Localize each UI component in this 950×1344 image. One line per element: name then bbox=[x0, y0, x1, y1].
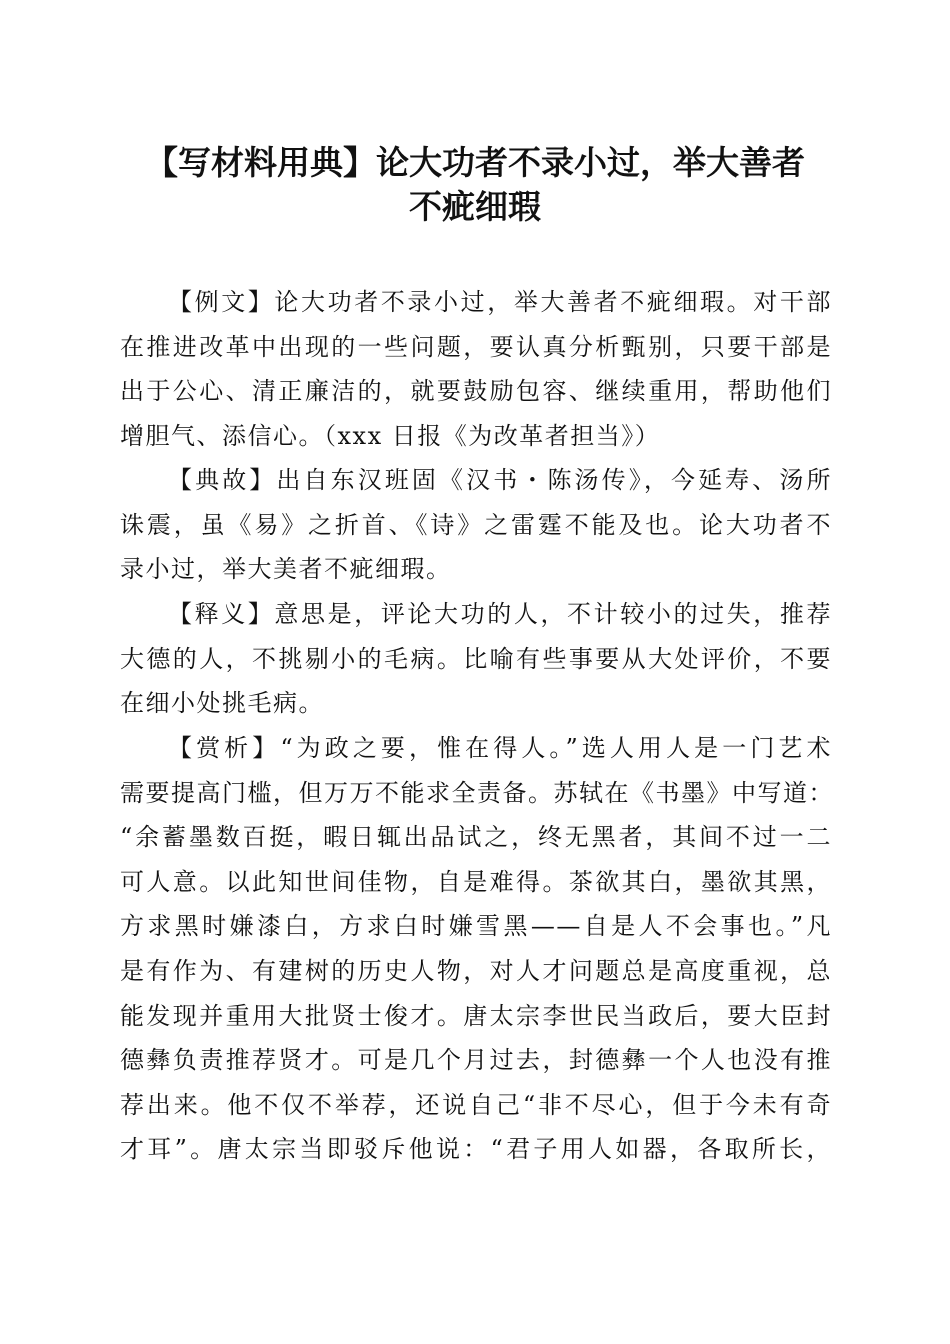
text-line: 德彝负责推荐贤才。可是几个月过去，封德彝一个人也没有推 bbox=[120, 1046, 832, 1075]
paragraph-allusion bbox=[120, 458, 832, 592]
text-line: 【赏析】“为政之要，惟在得人。”选人用人是一门艺术 bbox=[168, 734, 832, 762]
text-line: 出于公心、清正廉洁的，就要鼓励包容、继续重用，帮助他们 bbox=[120, 377, 832, 406]
text-line: 增胆气、添信心。（xxx 日报《为改革者担当》） bbox=[120, 421, 661, 450]
text-line: “余蓄墨数百挺，暇日辄出品试之，终无黑者，其间不过一二 bbox=[120, 823, 832, 852]
paragraph-meaning bbox=[120, 592, 832, 726]
text-line: 在细小处挑毛病。 bbox=[120, 689, 324, 718]
document-title-line-1: 【写材料用典】论大功者不录小过，举大善者 bbox=[145, 143, 805, 182]
text-line: 方求黑时嫌漆白，方求白时嫌雪黑——自是人不会事也。”凡 bbox=[120, 912, 832, 941]
text-line: 【典故】出自东汉班固《汉书・陈汤传》，今延寿、汤所 bbox=[168, 466, 832, 494]
text-line: 【例文】论大功者不录小过，举大善者不疵细瑕。对干部 bbox=[168, 288, 832, 316]
text-line: 荐出来。他不仅不举荐，还说自己“非不尽心，但于今未有奇 bbox=[120, 1090, 832, 1119]
text-line: 是有作为、有建树的历史人物，对人才问题总是高度重视，总 bbox=[120, 956, 832, 985]
text-line: 大德的人，不挑剔小的毛病。比喻有些事要从大处评价，不要 bbox=[120, 644, 832, 673]
text-line: 需要提高门槛，但万万不能求全责备。苏轼在《书墨》中写道： bbox=[120, 778, 834, 807]
text-line: 可人意。以此知世间佳物，自是难得。茶欲其白，墨欲其黑， bbox=[120, 867, 832, 896]
text-line: 录小过，举大美者不疵细瑕。 bbox=[120, 555, 452, 584]
paragraph-example bbox=[120, 280, 832, 458]
paragraph-appreciation bbox=[120, 726, 832, 1172]
text-line: 在推进改革中出现的一些问题，要认真分析甄别，只要干部是 bbox=[120, 332, 832, 361]
text-line: 才耳”。唐太宗当即驳斥他说：“君子用人如器，各取所长， bbox=[120, 1135, 832, 1164]
text-line: 【释义】意思是，评论大功的人，不计较小的过失，推荐 bbox=[168, 600, 832, 628]
document-title-line-2: 不疵细瑕 bbox=[409, 187, 541, 226]
text-line: 能发现并重用大批贤士俊才。唐太宗李世民当政后，要大臣封 bbox=[120, 1001, 832, 1030]
text-line: 诛震，虽《易》之折首、《诗》之雷霆不能及也。论大功者不 bbox=[120, 510, 832, 539]
